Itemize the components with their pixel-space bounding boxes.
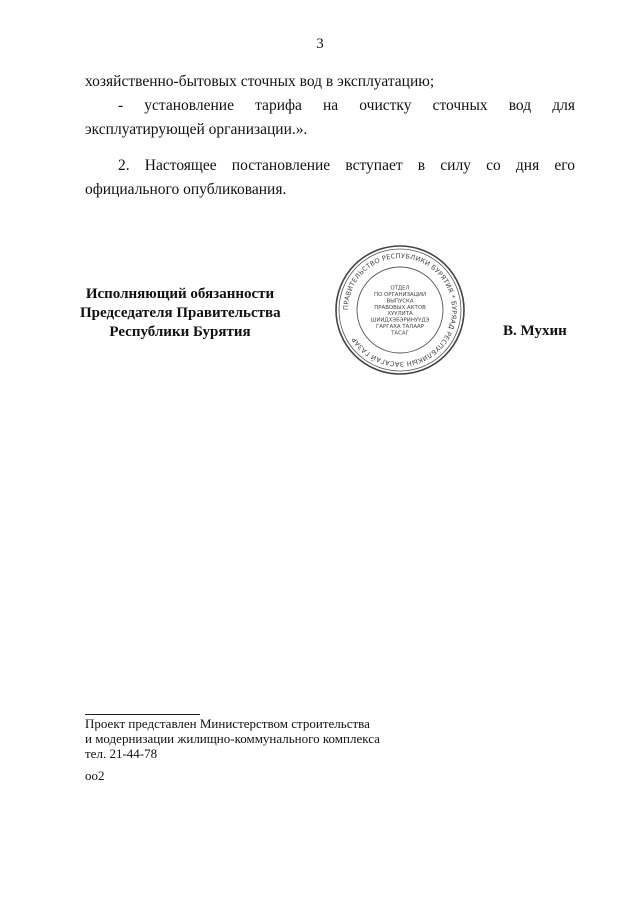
footnote [85,716,380,761]
seal-center-line: ОТДЕЛ [390,285,410,292]
seal-ring-text: ПРАВИТЕЛЬСТВО РЕСПУБЛИКИ БУРЯТИЯ * БУРЯАД РЕСПУБЛИКЫН ЗАСАГАЙ ГАЗАР [341,251,459,369]
document-code: оо2 [85,768,105,783]
signatory-title [80,285,280,342]
seal-center-line: ХУУЛИТА [387,311,413,318]
seal-center-line: ГАРГАХА ТАЛААР [376,324,424,330]
footnote-divider [85,714,200,715]
signatory-title-line: Председателя Правительства [80,305,281,321]
seal-center-line: ПРАВОВЫХ АКТОВ [374,304,426,311]
seal-icon [330,240,470,380]
signatory-name: В. Мухин [503,323,567,339]
signatory-title-line: Исполняющий обязанности [85,286,275,302]
seal-center-line: ШИИДХЭБЭРИНУУДЭ [370,317,430,324]
signatory-title-line: Республики Бурятия [109,324,251,340]
footnote-line: и модернизации жилищно-коммунального комплекса [85,731,380,746]
seal-center-line: ВЫПУСКА [386,298,414,305]
paragraph-tariff: - установление тарифа на очистку сточных вод для эксплуатирующей организации.». [85,97,575,138]
official-seal [330,240,470,380]
seal-center-line: ТАСАГ [391,330,409,337]
footnote-line: тел. 21-44-78 [85,746,158,761]
page-number: 3 [316,36,324,52]
paragraph-effective-date: 2. Настоящее постановление вступает в силу со дня его официального опубликования. [85,157,575,198]
paragraph-continuation: хозяйственно-бытовых сточных вод в эксплуатацию; [85,73,435,90]
footnote-line: Проект представлен Министерством строительства [85,716,370,731]
seal-center-line: ПО ОРГАНИЗАЦИИ [374,292,426,298]
